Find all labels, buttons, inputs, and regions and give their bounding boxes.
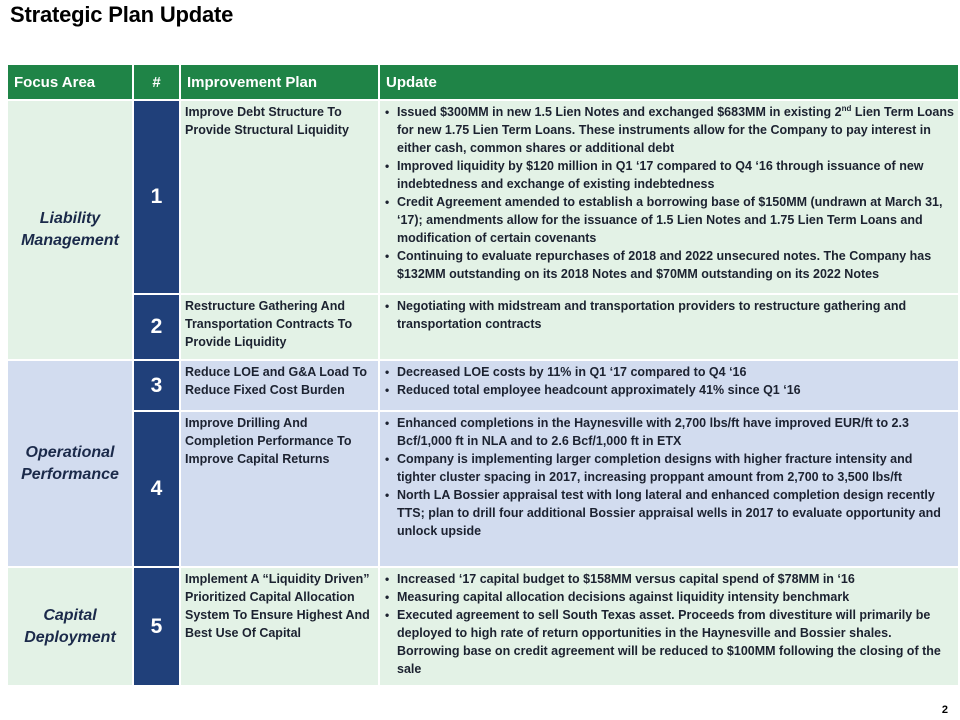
update-bullet: • Executed agreement to sell South Texas asset. Proceeds from divestiture will primarily be deployed to high rate of return opportunities in the Haynesville and Bossier shales. Borrowing base on credit agreement will be reduced to $100MM following the closing of the sale <box>384 606 954 678</box>
update-cell-3 <box>380 359 958 410</box>
focus-area-capital-deployment <box>8 566 132 685</box>
header-focus-area: Focus Area <box>8 65 132 99</box>
page-title: Strategic Plan Update <box>10 2 234 27</box>
focus-area-label: Liability Management <box>21 210 119 249</box>
row-number-5: 5 <box>134 566 179 685</box>
update-bullet: • Negotiating with midstream and transportation providers to restructure gathering and transportation contracts <box>384 297 954 333</box>
update-bullet: • Issued $300MM in new 1.5 Lien Notes and exchanged $683MM in existing 2nd Lien Term Loans for new 1.75 Lien Term Loans. These instruments allow for the Company to pay interest in either cash, common shares or additional debt <box>384 103 954 157</box>
strategic-plan-table <box>8 65 952 693</box>
update-cell-2 <box>380 293 958 359</box>
focus-area-liability-management <box>8 99 132 359</box>
update-bullet: • Enhanced completions in the Haynesville with 2,700 lbs/ft have improved EUR/ft to 2.3 Bcf/1,000 ft in NLA and to 2.6 Bcf/1,000 ft in ETX <box>384 414 954 450</box>
update-bullet: • Increased ‘17 capital budget to $158MM versus capital spend of $78MM in ‘16 <box>384 570 954 588</box>
update-bullet: • Credit Agreement amended to establish a borrowing base of $150MM (undrawn at March 31, ‘17); amendments allow for the issuance of 1.5 Lien Notes and 1.75 Lien Term Loans and modification of certain covenants <box>384 193 954 247</box>
focus-area-operational-performance <box>8 359 132 566</box>
update-list <box>384 414 954 540</box>
row-number-3: 3 <box>134 359 179 410</box>
page-number: 2 <box>941 704 948 716</box>
update-list <box>384 570 954 678</box>
row-number-1: 1 <box>134 99 179 293</box>
row-number-4: 4 <box>134 410 179 566</box>
focus-area-label: Capital Deployment <box>24 606 116 646</box>
update-cell-4 <box>380 410 958 566</box>
update-list <box>384 363 954 399</box>
update-bullet: • Improved liquidity by $120 million in Q1 ‘17 compared to Q4 ‘16 through issuance of new indebtedness and exchange of existing indebtedness <box>384 157 954 193</box>
update-bullet: • Decreased LOE costs by 11% in Q1 ‘17 compared to Q4 ‘16 <box>384 363 954 381</box>
improvement-plan-1: Improve Debt Structure To Provide Structural Liquidity <box>181 99 378 293</box>
update-bullet: • Measuring capital allocation decisions against liquidity intensity benchmark <box>384 588 954 606</box>
improvement-plan-5: Implement A “Liquidity Driven” Prioritized Capital Allocation System To Ensure Highest And Best Use Of Capital <box>181 566 378 685</box>
header-improvement-plan: Improvement Plan <box>181 65 378 99</box>
improvement-plan-3: Reduce LOE and G&A Load To Reduce Fixed Cost Burden <box>181 359 378 410</box>
update-bullet: • Continuing to evaluate repurchases of 2018 and 2022 unsecured notes. The Company has $132MM outstanding on its 2018 Notes and $70MM outstanding on its 2022 Notes <box>384 247 954 283</box>
improvement-plan-2: Restructure Gathering And Transportation Contracts To Provide Liquidity <box>181 293 378 359</box>
update-cell-5 <box>380 566 958 685</box>
update-bullet: • North LA Bossier appraisal test with long lateral and enhanced completion design recently TTS; plan to drill four additional Bossier appraisal wells in 2017 to evaluate opportunity and unlock upside <box>384 486 954 540</box>
update-bullet: • Reduced total employee headcount approximately 41% since Q1 ‘16 <box>384 381 954 399</box>
update-list <box>384 103 954 283</box>
update-bullet: • Company is implementing larger completion designs with higher fracture intensity and tighter cluster spacing in 2017, increasing proppant amount from 2,700 to 3,500 lbs/ft <box>384 450 954 486</box>
header-number: # <box>134 65 179 99</box>
update-cell-1 <box>380 99 958 293</box>
focus-area-label: Operational Performance <box>21 443 119 483</box>
update-list <box>384 297 954 333</box>
improvement-plan-4: Improve Drilling And Completion Performance To Improve Capital Returns <box>181 410 378 566</box>
header-update: Update <box>380 65 958 99</box>
row-number-2: 2 <box>134 293 179 359</box>
